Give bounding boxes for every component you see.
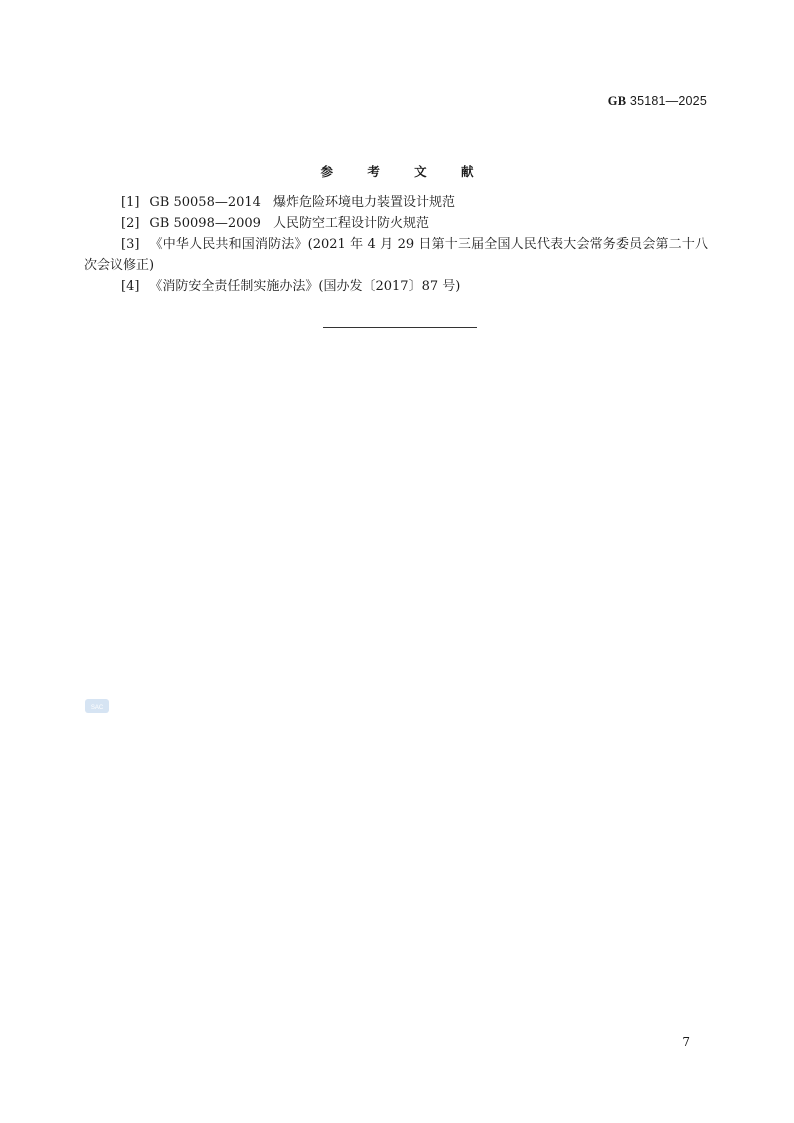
reference-item [84, 276, 708, 297]
reference-title: 爆炸危险环境电力装置设计规范 [272, 195, 455, 210]
reference-number: [2] [121, 216, 140, 231]
end-of-document-rule [323, 327, 477, 328]
page-number: 7 [682, 1035, 690, 1049]
reference-list [84, 192, 708, 297]
reference-item [84, 213, 708, 234]
standard-prefix: GB [607, 94, 627, 108]
reference-number: [4] [121, 279, 140, 294]
reference-number: [3] [121, 237, 140, 252]
reference-title: 《中华人民共和国消防法》(2021 年 4 月 29 日第十三届全国人民代表大会常务委员会第二十八次会议修正) [84, 237, 708, 273]
svg-text:SAC: SAC [90, 705, 104, 711]
reference-code: GB 50058—2014 [149, 195, 261, 210]
reference-item [84, 192, 708, 213]
watermark-logo-icon [85, 697, 109, 715]
standard-number: 35181—2025 [629, 94, 707, 108]
page-header [608, 94, 707, 109]
reference-title: 人民防空工程设计防火规范 [272, 216, 429, 231]
reference-title: 《消防安全责任制实施办法》(国办发〔2017〕87 号) [149, 279, 461, 294]
section-title: 参 考 文 献 [320, 164, 489, 179]
reference-code: GB 50098—2009 [149, 216, 261, 231]
reference-number: [1] [121, 195, 140, 210]
reference-item [84, 234, 708, 276]
